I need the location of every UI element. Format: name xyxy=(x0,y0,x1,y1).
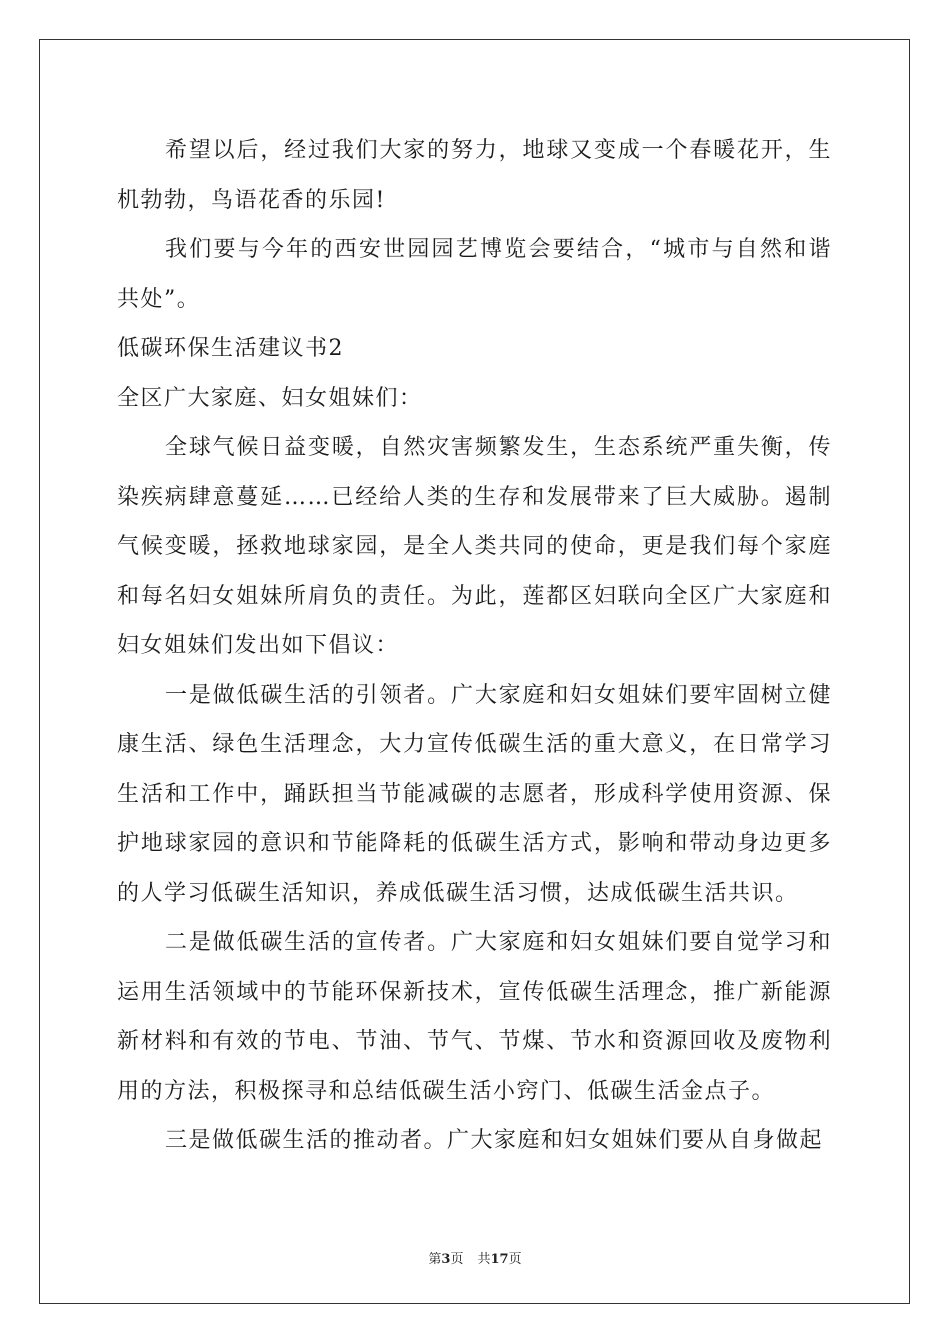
page-label-prefix: 第 xyxy=(428,1252,442,1267)
document-body xyxy=(117,126,832,1166)
paragraph-driver: 三是做低碳生活的推动者。广大家庭和妇女姐妹们要从自身做起 xyxy=(165,1128,824,1153)
total-label-prefix: 共 xyxy=(477,1252,491,1267)
page-number: 3 xyxy=(441,1252,451,1267)
total-pages: 17 xyxy=(490,1252,509,1267)
paragraph-intro: 全球气候日益变暖，自然灾害频繁发生，生态系统严重失衡，传染疾病肆意蔓延……已经给人类的生存和发展带来了巨大威胁。遏制气候变暖，拯救地球家园，是全人类共同的使命，更是我们每个家庭和每名妇女姐妹所肩负的责任。为此，莲都区妇联向全区广大家庭和妇女姐妹们发出如下倡议： xyxy=(117,435,832,658)
paragraph-hope: 希望以后，经过我们大家的努力，地球又变成一个春暖花开，生机勃勃，鸟语花香的乐园! xyxy=(117,138,832,213)
page-label-suffix: 页 xyxy=(450,1252,464,1267)
salutation: 全区广大家庭、妇女姐妹们： xyxy=(117,385,423,411)
section-title: 低碳环保生活建议书2 xyxy=(117,336,344,361)
total-label-suffix: 页 xyxy=(508,1252,522,1267)
paragraph-leader: 一是做低碳生活的引领者。广大家庭和妇女姐妹们要牢固树立健康生活、绿色生活理念，大力宣传低碳生活的重大意义，在日常学习生活和工作中，踊跃担当节能减碳的志愿者，形成科学使用资源、保护地球家园的意识和节能降耗的低碳生活方式，影响和带动身边更多的人学习低碳生活知识，养成低碳生活习惯，达成低碳生活共识。 xyxy=(117,682,832,906)
paragraph-promoter: 二是做低碳生活的宣传者。广大家庭和妇女姐妹们要自觉学习和运用生活领域中的节能环保新技术，宣传低碳生活理念，推广新能源新材料和有效的节电、节油、节气、节煤、节水和资源回收及废物利用的方法，积极探寻和总结低碳生活小窍门、低碳生活金点子。 xyxy=(117,930,832,1104)
page-footer xyxy=(0,1248,950,1267)
paragraph-expo: 我们要与今年的西安世园园艺博览会要结合，“城市与自然和谐共处”。 xyxy=(117,237,832,312)
